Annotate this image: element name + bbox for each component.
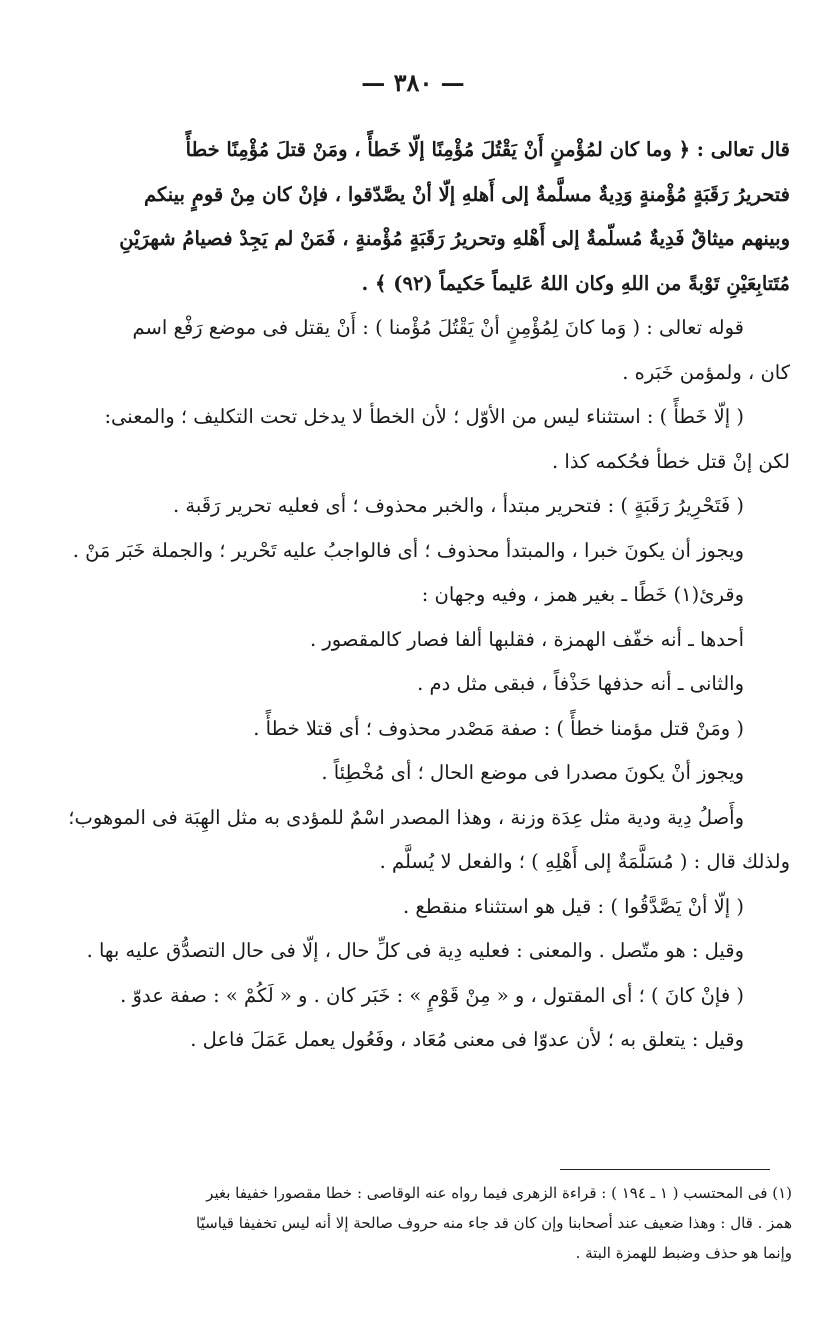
text-line: ( إلّا أنْ يَصَّدَّقُوا ) : قيل هو استثناء منقطع . — [402, 894, 744, 918]
text-line: ولذلك قال : ( مُسَلَّمَةٌ إلى أَهْلِهِ ) ؛ والفعل لا يُسلَّم . — [379, 850, 790, 873]
page-number: — ٣٨٠ — — [361, 68, 465, 97]
footnote-separator — [560, 1169, 770, 1170]
quran-verse-line: فتحريرُ رَقَبَةٍ مُؤْمنةٍ وَدِيةٌ مسلَّمةٌ إلى أَهلهِ إلّا أنْ يصَّدّقوا ، فإنْ كان مِنْ قومٍ بينكم — [144, 182, 790, 206]
text-line: كان ، ولمؤمن خَبَره . — [622, 360, 790, 384]
text-line: ( فإنْ كانَ ) ؛ أى المقتول ، و « مِنْ قَوْمٍ » : خَبَر كان . و « لَكُمْ » : صفة عدوّ . — [120, 983, 744, 1007]
text-line: ( فَتَحْرِيرُ رَقَبَةٍ ) : فتحرير مبتدأ ، والخبر محذوف ؛ أى فعليه تحرير رَقَبة . — [172, 494, 744, 517]
quran-verse-line: قال تعالى : ﴿ وما كان لمُؤْمنٍ أَنْ يَقْتُلَ مُؤْمِنًا إلّا خَطأً ، ومَنْ قتلَ مُؤْمِنًا خطأً — [185, 138, 790, 161]
text-line: أحدها ـ أنه خفّف الهمزة ، فقلبها ألفا فصار كالمقصور . — [309, 627, 744, 651]
text-line: ويجوز أن يكونَ خبرا ، والمبتدأ محذوف ؛ أى فالواجبُ عليه تَحْرير ؛ والجملة خَبَر مَنْ . — [72, 538, 744, 562]
text-line: وأَصلُ دِية ودية مثل عِدَة وزنة ، وهذا المصدر اسْمٌ للمؤدى به مثل الهِبَة فى الموهوب؛ — [68, 805, 744, 829]
text-line: وقرئ(١) خَطًا ـ بغير همز ، وفيه وجهان : — [421, 583, 744, 606]
footnote-line: وإنما هو حذف وضبط للهمزة البتة . — [575, 1244, 792, 1262]
text-line: وقيل : هو متّصل . والمعنى : فعليه دِية فى كلِّ حال ، إلّا فى حال التصدُّق عليه بها . — [86, 939, 744, 962]
text-line: والثانى ـ أنه حذفها حَذْفاً ، فبقى مثل دم . — [417, 672, 744, 695]
text-line: ( ومَنْ قتل مؤمنا خطأً ) : صفة مَصْدر محذوف ؛ أى قتلا خطأً . — [253, 716, 744, 740]
footnotes — [40, 1178, 792, 1268]
footnote-line: (١) فى المحتسب ( ١ ـ ١٩٤ ) : قراءة الزهرى فيما رواه عنه الوقاصى : خطا مقصورا خفيفا بغير — [206, 1184, 792, 1202]
text-line: ويجوز أنْ يكونَ مصدرا فى موضع الحال ؛ أى مُخْطِئاً . — [321, 761, 744, 784]
main-text — [34, 128, 790, 1063]
text-line: وقيل : يتعلق به ؛ لأن عدوّا فى معنى مُعَاد ، وفَعُول يعمل عَمَلَ فاعل . — [190, 1028, 744, 1051]
text-line: قوله تعالى : ( وَما كانَ لِمُؤْمِنٍ أنْ يَقْتُلَ مُؤْمنا ) : أَنْ يقتل فى موضع رَفْع اسم — [132, 316, 744, 339]
text-line: ( إلّا خَطأً ) : استثناء ليس من الأوّل ؛ لأن الخطأ لا يدخل تحت التكليف ؛ والمعنى: — [104, 405, 744, 428]
text-line: لكن إنْ قتل خطأ فحُكمه كذا . — [552, 449, 790, 473]
footnote-line: همز . قال : وهذا ضعيف عند أصحابنا وإن كان قد جاء منه حروف صالحة إلا أنه ليس تخفيفا قياسيّا — [196, 1214, 792, 1232]
quran-verse-line: مُتَتابِعَيْنِ تَوْبةً من اللهِ وكان اللهُ عَليماً حَكيماً (٩٢) ﴾ . — [361, 271, 790, 295]
quran-verse-line: وبينهم ميثاقٌ فَدِيةٌ مُسلّمةٌ إلى أَهْلهِ وتحريرُ رَقَبَةٍ مُؤْمنةٍ ، فَمَنْ لم يَجِدْ فصيامُ شهرَيْنِ — [119, 227, 790, 250]
